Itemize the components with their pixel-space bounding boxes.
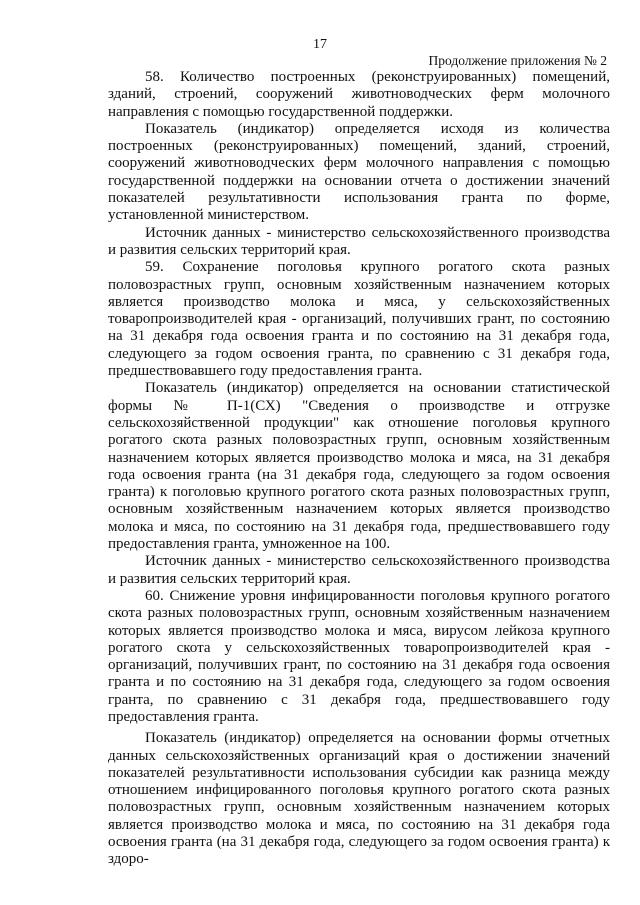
paragraph-58-indicator: Показатель (индикатор) определяется исходя из количества построенных (реконструированных) помещений, зданий, строений, сооружений животноводческих ферм молочного направления с помощью государственной поддержки на основании отчета о достижении значений показателей результативности использования гранта по форме, установленной министерством. — [108, 120, 610, 224]
page-number: 17 — [313, 37, 327, 52]
paragraph-60-title: 60. Снижение уровня инфицированности поголовья крупного рогатого скота разных половозрастных групп, основным хозяйственным назначением которых является производство молока и мяса, вирусом лейкоза крупного рогатого скота у сельскохозяйственных товаропроизводителей края - организаций, получивших грант, по состоянию на 31 декабря года освоения гранта и по состоянию на 31 декабря года, следующего за годом освоения гранта, по сравнению с 31 декабря года, предшествовавшего году предоставления гранта. — [108, 587, 610, 725]
paragraph-58-source: Источник данных - министерство сельскохозяйственного производства и развития сельских территорий края. — [108, 224, 610, 258]
paragraph-58-title: 58. Количество построенных (реконструированных) помещений, зданий, строений, сооружений животноводческих ферм молочного направления с помощью государственной поддержки. — [108, 69, 610, 120]
document-body — [108, 69, 610, 869]
paragraph-60-indicator: Показатель (индикатор) определяется на основании формы отчетных данных сельскохозяйственных организаций края о достижении значений показателей результативности использования субсидии как разница между отношением инфицированного поголовья крупного рогатого скота разных половозрастных групп, основным хозяйственным назначением которых является производство молока и мяса, по состоянию на 31 декабря года освоения гранта (на 31 декабря года, следующего за годом освоения гранта) к здоро- — [108, 730, 610, 868]
paragraph-59-indicator: Показатель (индикатор) определяется на основании статистической формы № П-1(СХ) "Сведения о производстве и отгрузке сельскохозяйственной продукции" как отношение поголовья крупного рогатого скота разных половозрастных групп, основным хозяйственным назначением которых является производство молока и мяса, на 31 декабря года освоения гранта (на 31 декабря года, следующего за годом освоения гранта) к поголовью крупного рогатого скота разных половозрастных групп, основным хозяйственным назначением которых является производство молока и мяса, по состоянию на 31 декабря года, предшествовавшего году предоставления гранта, умноженное на 100. — [108, 380, 610, 553]
appendix-continuation-note: Продолжение приложения № 2 — [428, 53, 607, 68]
paragraph-59-title: 59. Сохранение поголовья крупного рогатого скота разных половозрастных групп, основным хозяйственным назначением которых является производство молока и мяса, у сельскохозяйственных товаропроизводителей края - организаций, получивших грант, по состоянию на 31 декабря года освоения гранта и по состоянию на 31 декабря года, следующего за годом освоения гранта, по сравнению с 31 декабря года, предшествовавшего году предоставления гранта. — [108, 259, 610, 380]
paragraph-59-source: Источник данных - министерство сельскохозяйственного производства и развития сельских территорий края. — [108, 553, 610, 587]
